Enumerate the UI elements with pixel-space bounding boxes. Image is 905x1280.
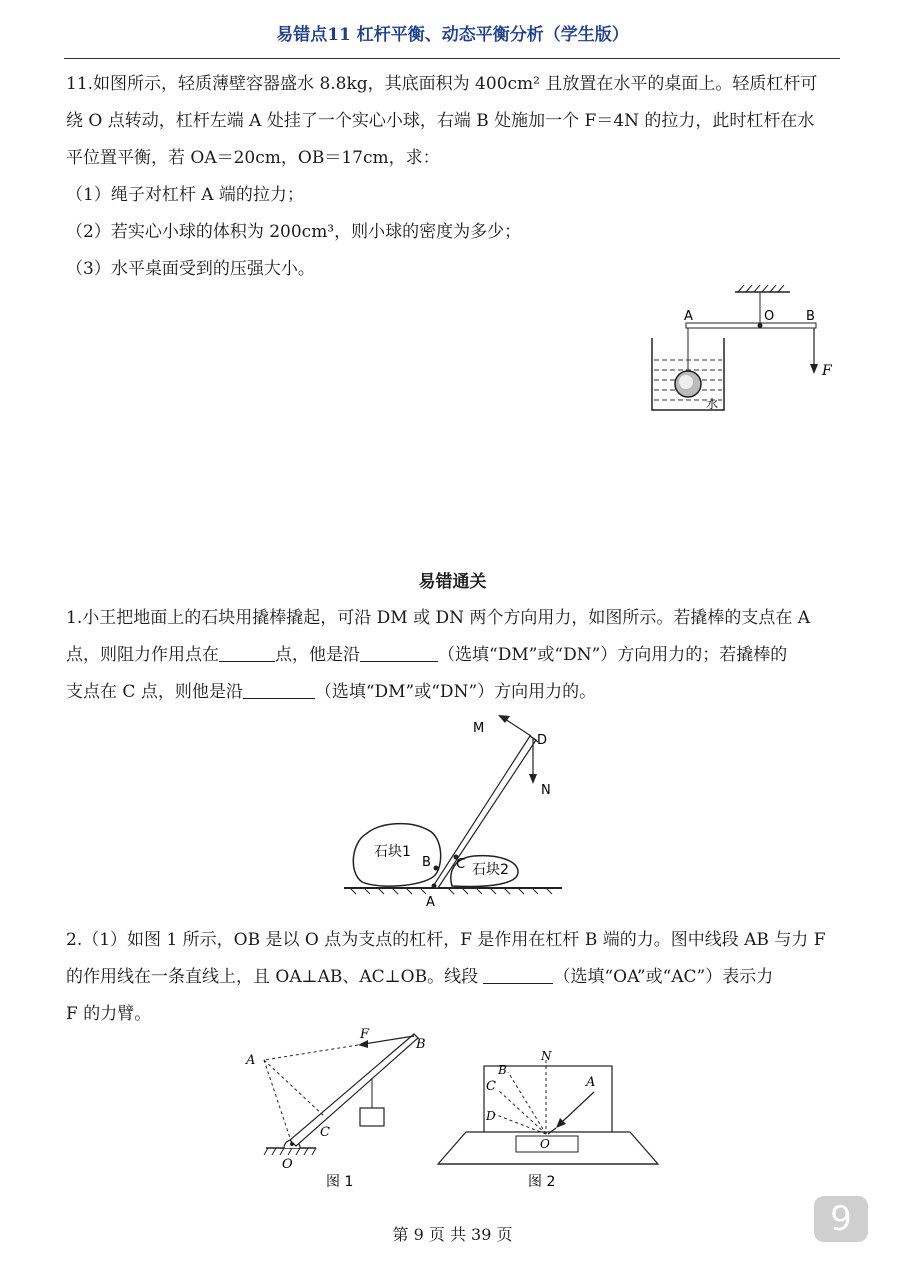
label-c: C (320, 1125, 330, 1140)
label-f: F (360, 1027, 370, 1042)
q1-blank-2[interactable] (360, 643, 438, 662)
label-n: N (541, 783, 551, 798)
q1-text: 支点在 C 点，则他是沿 (66, 682, 243, 702)
q1-text: （选填“DM”或“DN”）方向用力的。 (314, 682, 597, 702)
q11-lever-figure (640, 280, 840, 420)
q2-text: （选填“OA”或“AC”）表示力 (553, 967, 774, 987)
label-water: 水 (706, 397, 719, 411)
q2-line: 2.（1）如图 1 所示，OB 是以 O 点为支点的杠杆，F 是作用在杠杆 B 端的力。图中线段 AB 与力 F (66, 930, 826, 950)
q11-line: （1）绳子对杠杆 A 端的拉力； (66, 185, 304, 205)
q1-crowbar-figure (340, 712, 570, 912)
label-o: O (282, 1157, 293, 1172)
question-2 (66, 922, 842, 1033)
q2-figure-1 (240, 1022, 440, 1194)
label-a: A (586, 1075, 596, 1090)
label-a: A (426, 895, 435, 910)
fig1-caption: 图 1 (326, 1174, 354, 1190)
label-a: A (684, 309, 693, 324)
label-m: M (473, 721, 485, 736)
label-o: O (764, 309, 775, 324)
q2-line (66, 959, 842, 996)
document-header: 易错点11 杠杆平衡、动态平衡分析（学生版） (276, 25, 629, 45)
label-d: D (486, 1109, 496, 1123)
q1-blank-3[interactable] (243, 680, 315, 699)
label-c: C (486, 1079, 496, 1094)
q1-text: （选填“DM”或“DN”）方向用力的；若撬棒的 (438, 645, 788, 665)
q11-line: 11.如图所示，轻质薄壁容器盛水 8.8kg，其底面积为 400cm² 且放置在水平的桌面上。轻质杠杆可 (66, 74, 818, 94)
q11-line: （2）若实心小球的体积为 200cm³，则小球的密度为多少； (66, 222, 522, 242)
q1-blank-1[interactable] (219, 643, 275, 662)
q1-text: 点，则阻力作用点在 (66, 645, 219, 665)
q2-blank-1[interactable] (483, 965, 553, 984)
label-f: F (822, 363, 832, 379)
q1-line (66, 674, 842, 711)
label-b: B (416, 1037, 426, 1052)
q11-line: 平位置平衡，若 OA＝20cm，OB＝17cm，求： (66, 148, 440, 168)
question-1 (66, 600, 842, 711)
q1-line: 1.小王把地面上的石块用撬棒撬起，可沿 DM 或 DN 两个方向用力，如图所示。若撬棒的支点在 A (66, 608, 811, 628)
section-title: 易错通关 (418, 572, 487, 592)
label-b: B (498, 1063, 507, 1077)
label-stone1: 石块1 (374, 844, 411, 860)
q2-text: 的作用线在一条直线上，且 OA⊥AB、AC⊥OB。线段 (66, 967, 484, 987)
fig2-caption: 图 2 (528, 1174, 556, 1190)
label-a: A (246, 1053, 256, 1068)
label-b: B (806, 309, 815, 324)
page-footer: 第 9 页 共 39 页 (392, 1225, 513, 1244)
q11-line: 绕 O 点转动，杠杆左端 A 处挂了一个实心小球，右端 B 处施加一个 F＝4N 的拉力，此时杠杆在水 (66, 111, 815, 131)
header-rule (64, 58, 840, 59)
label-stone2: 石块2 (472, 862, 509, 878)
page-number-badge: 9 (814, 1196, 868, 1242)
q1-text: 点，他是沿 (275, 645, 360, 665)
q1-line (66, 637, 842, 674)
label-d: D (537, 733, 548, 748)
label-c: C (456, 857, 466, 872)
q2-line: F 的力臂。 (66, 1004, 152, 1024)
q11-line: （3）水平桌面受到的压强大小。 (66, 259, 315, 279)
q2-figure-2 (436, 1048, 660, 1194)
label-o: O (540, 1137, 550, 1151)
question-11 (66, 66, 842, 288)
label-n: N (541, 1049, 552, 1063)
label-b: B (422, 855, 431, 870)
